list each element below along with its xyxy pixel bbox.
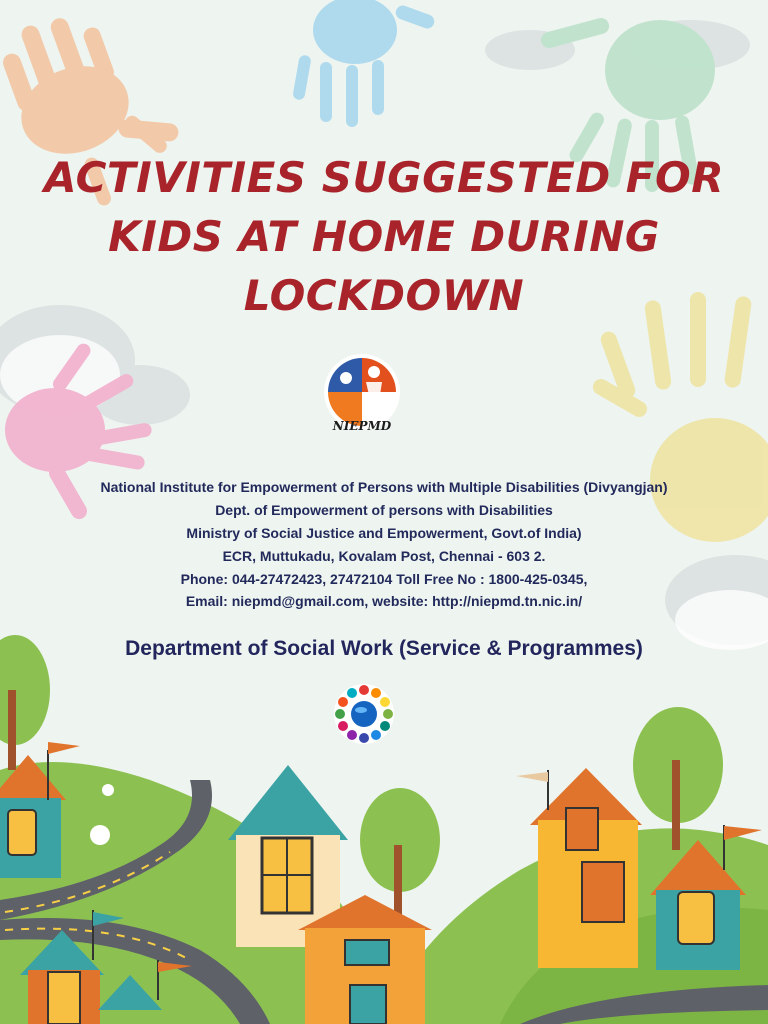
institute-address: ECR, Muttukadu, Kovalam Post, Chennai - 603 2. — [222, 548, 546, 564]
institute-email: Email: niepmd@gmail.com, website: http://niepmd.tn.nic.in/ — [185, 593, 583, 609]
institute-dept: Dept. of Empowerment of persons with Disabilities — [215, 502, 553, 518]
institute-phone: Phone: 044-27472423, 27472104 Toll Free No : 1800-425-0345, — [180, 571, 588, 587]
institute-ministry: Ministry of Social Justice and Empowerment, Govt.of India) — [186, 525, 582, 541]
department-heading: Department of Social Work (Service & Programmes) — [125, 637, 643, 660]
title-line-2: KIDS AT HOME DURING — [108, 212, 660, 261]
village-illustration — [0, 630, 768, 1024]
blue-handprint-icon — [292, 0, 436, 127]
institute-name: National Institute for Empowerment of Persons with Multiple Disabilities (Divyangjan) — [100, 479, 668, 495]
institute-details — [40, 476, 728, 611]
logo-caption: NIEPMD — [332, 419, 392, 433]
page-title — [40, 148, 728, 325]
tree-icon — [360, 788, 440, 915]
tree-icon — [0, 635, 50, 770]
title-line-3: LOCKDOWN — [243, 271, 525, 320]
tree-icon — [633, 707, 723, 850]
niepmd-logo — [316, 352, 408, 438]
title-line-1: ACTIVITIES SUGGESTED FOR — [43, 153, 725, 202]
